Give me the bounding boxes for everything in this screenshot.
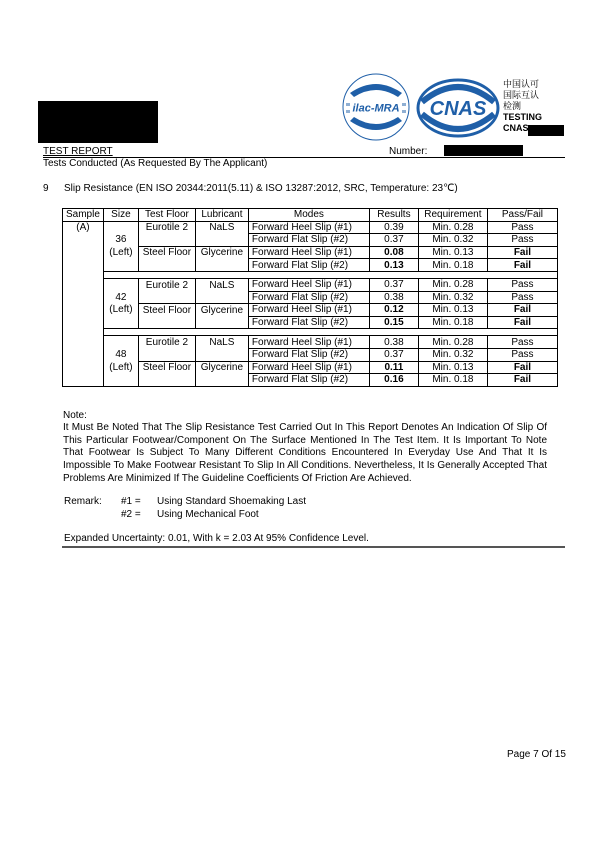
- section-number: 9: [43, 183, 49, 194]
- table-header: Modes: [248, 209, 369, 222]
- lubricant-cell: [195, 348, 248, 361]
- size-cell: 36: [103, 234, 138, 247]
- test-floor-cell: [138, 348, 195, 361]
- sample-cell: [63, 271, 104, 278]
- sample-cell: [63, 278, 104, 291]
- mode-cell: Forward Heel Slip (#1): [248, 221, 369, 234]
- test-floor-cell: [138, 291, 195, 304]
- section-end-rule: [62, 546, 565, 548]
- test-floor-cell: Eurotile 2: [138, 221, 195, 234]
- pass-fail-cell: Pass: [487, 348, 557, 361]
- lubricant-cell: [195, 316, 248, 329]
- table-row: [63, 336, 558, 349]
- result-cell: 0.39: [369, 221, 418, 234]
- requirement-cell: Min. 0.18: [418, 374, 487, 387]
- sample-cell: [63, 329, 104, 336]
- mode-cell: Forward Flat Slip (#2): [248, 348, 369, 361]
- mode-cell: Forward Flat Slip (#2): [248, 316, 369, 329]
- pass-fail-cell: Pass: [487, 291, 557, 304]
- sample-cell: [63, 361, 104, 374]
- table-row: [63, 246, 558, 259]
- pass-fail-cell: Fail: [487, 374, 557, 387]
- redacted-logo-block: [38, 101, 158, 143]
- result-cell: 0.37: [369, 348, 418, 361]
- table-header-row: [63, 209, 558, 222]
- sample-cell: [63, 336, 104, 349]
- sample-cell: [63, 348, 104, 361]
- size-cell: [103, 336, 138, 349]
- pass-fail-cell: Pass: [487, 234, 557, 247]
- remark-key: #2 =: [121, 509, 141, 520]
- table-header: Size: [103, 209, 138, 222]
- pass-fail-cell: Pass: [487, 336, 557, 349]
- mode-cell: Forward Flat Slip (#2): [248, 374, 369, 387]
- size-cell: (Left): [103, 246, 138, 259]
- mode-cell: Forward Heel Slip (#1): [248, 278, 369, 291]
- page-number: Page 7 Of 15: [507, 749, 566, 760]
- result-cell: 0.38: [369, 336, 418, 349]
- test-floor-cell: Steel Floor: [138, 361, 195, 374]
- table-header: Pass/Fail: [487, 209, 557, 222]
- lubricant-cell: NaLS: [195, 221, 248, 234]
- size-cell: (Left): [103, 304, 138, 317]
- lubricant-cell: [195, 374, 248, 387]
- requirement-cell: Min. 0.28: [418, 221, 487, 234]
- remark-key: #1 =: [121, 496, 141, 507]
- cnas-label-line: CNAS: [503, 123, 529, 133]
- result-cell: 0.38: [369, 291, 418, 304]
- group-spacer-row: [63, 271, 558, 278]
- tests-conducted: Tests Conducted (As Requested By The Applicant): [43, 158, 268, 169]
- requirement-cell: Min. 0.18: [418, 259, 487, 272]
- table-row: [63, 278, 558, 291]
- spacer-cell: [103, 271, 557, 278]
- test-floor-cell: [138, 316, 195, 329]
- cnas-label-line: 中国认可: [503, 79, 540, 89]
- table-row: [63, 374, 558, 387]
- size-cell: [103, 316, 138, 329]
- pass-fail-cell: Fail: [487, 246, 557, 259]
- table-row: [63, 316, 558, 329]
- remark-value: Using Standard Shoemaking Last: [157, 496, 306, 507]
- size-cell: [103, 278, 138, 291]
- number-label: Number:: [389, 146, 428, 157]
- requirement-cell: Min. 0.32: [418, 291, 487, 304]
- test-floor-cell: Steel Floor: [138, 304, 195, 317]
- svg-text:CNAS: CNAS: [429, 98, 487, 120]
- table-row: [63, 221, 558, 234]
- mode-cell: Forward Flat Slip (#2): [248, 234, 369, 247]
- group-spacer-row: [63, 329, 558, 336]
- ilac-mra-logo: [342, 73, 410, 141]
- pass-fail-cell: Pass: [487, 221, 557, 234]
- result-cell: 0.11: [369, 361, 418, 374]
- cnas-label: [503, 79, 542, 134]
- requirement-cell: Min. 0.28: [418, 278, 487, 291]
- sample-cell: [63, 234, 104, 247]
- table-header: Results: [369, 209, 418, 222]
- svg-text:ilac-MRA: ilac-MRA: [352, 102, 400, 115]
- note-text: It Must Be Noted That The Slip Resistance Test Carried Out In This Report Denotes An Indication Of Slip Of This Particular Footwear/Component On The Surface Mentioned In The Test Item. It Is Important To Note That Footwear Is Subject To Many Different Conditions Encountered In Everyday Use And That It Is Impossible To Make Footwear Resistant To Slip In All Conditions. Nevertheless, It Is Generally Accepted That Problems Are Minimized If The Guideline Coefficients Of Friction Are Achieved.: [63, 422, 547, 484]
- result-cell: 0.16: [369, 374, 418, 387]
- pass-fail-cell: Pass: [487, 278, 557, 291]
- lubricant-cell: NaLS: [195, 336, 248, 349]
- test-floor-cell: Steel Floor: [138, 246, 195, 259]
- size-cell: 42: [103, 291, 138, 304]
- mode-cell: Forward Heel Slip (#1): [248, 304, 369, 317]
- table-row: [63, 348, 558, 361]
- requirement-cell: Min. 0.32: [418, 348, 487, 361]
- test-floor-cell: Eurotile 2: [138, 336, 195, 349]
- cnas-label-line: 检测: [503, 101, 522, 111]
- table-row: [63, 234, 558, 247]
- section-title: Slip Resistance (EN ISO 20344:2011(5.11) & ISO 13287:2012, SRC, Temperature: 23℃): [64, 183, 458, 194]
- sample-cell: [63, 246, 104, 259]
- cnas-label-line: TESTING: [503, 112, 543, 122]
- table-row: [63, 361, 558, 374]
- result-cell: 0.12: [369, 304, 418, 317]
- table-row: [63, 259, 558, 272]
- table-row: [63, 304, 558, 317]
- cnas-label-line: 国际互认: [503, 90, 540, 100]
- slip-resistance-table: [62, 208, 558, 387]
- test-floor-cell: Eurotile 2: [138, 278, 195, 291]
- cnas-logo: [416, 78, 500, 138]
- sample-cell: [63, 304, 104, 317]
- remark-label: Remark:: [64, 496, 102, 507]
- lubricant-cell: Glycerine: [195, 246, 248, 259]
- result-cell: 0.37: [369, 278, 418, 291]
- sample-cell: [63, 291, 104, 304]
- pass-fail-cell: Fail: [487, 316, 557, 329]
- table-header: Requirement: [418, 209, 487, 222]
- sample-cell: [63, 316, 104, 329]
- report-label: TEST REPORT: [43, 146, 113, 157]
- size-cell: (Left): [103, 361, 138, 374]
- result-cell: 0.37: [369, 234, 418, 247]
- requirement-cell: Min. 0.13: [418, 246, 487, 259]
- result-cell: 0.08: [369, 246, 418, 259]
- redacted-number: [444, 145, 523, 156]
- table-row: [63, 291, 558, 304]
- expanded-uncertainty: Expanded Uncertainty: 0.01, With k = 2.03 At 95% Confidence Level.: [64, 533, 369, 544]
- table-header: Sample: [63, 209, 104, 222]
- lubricant-cell: [195, 259, 248, 272]
- requirement-cell: Min. 0.32: [418, 234, 487, 247]
- lubricant-cell: Glycerine: [195, 304, 248, 317]
- sample-cell: [63, 259, 104, 272]
- lubricant-cell: NaLS: [195, 278, 248, 291]
- sample-cell: (A): [63, 221, 104, 234]
- size-cell: [103, 374, 138, 387]
- mode-cell: Forward Heel Slip (#1): [248, 361, 369, 374]
- requirement-cell: Min. 0.18: [418, 316, 487, 329]
- table-header: Test Floor: [138, 209, 195, 222]
- test-floor-cell: [138, 234, 195, 247]
- table-header: Lubricant: [195, 209, 248, 222]
- spacer-cell: [103, 329, 557, 336]
- mode-cell: Forward Heel Slip (#1): [248, 336, 369, 349]
- test-floor-cell: [138, 374, 195, 387]
- pass-fail-cell: Fail: [487, 361, 557, 374]
- note-label: Note:: [63, 410, 87, 421]
- lubricant-cell: Glycerine: [195, 361, 248, 374]
- sample-cell: [63, 374, 104, 387]
- mode-cell: Forward Flat Slip (#2): [248, 291, 369, 304]
- mode-cell: Forward Flat Slip (#2): [248, 259, 369, 272]
- result-cell: 0.15: [369, 316, 418, 329]
- requirement-cell: Min. 0.13: [418, 304, 487, 317]
- result-cell: 0.13: [369, 259, 418, 272]
- pass-fail-cell: Fail: [487, 259, 557, 272]
- requirement-cell: Min. 0.13: [418, 361, 487, 374]
- size-cell: [103, 259, 138, 272]
- requirement-cell: Min. 0.28: [418, 336, 487, 349]
- test-floor-cell: [138, 259, 195, 272]
- remark-value: Using Mechanical Foot: [157, 509, 259, 520]
- mode-cell: Forward Heel Slip (#1): [248, 246, 369, 259]
- lubricant-cell: [195, 234, 248, 247]
- size-cell: 48: [103, 348, 138, 361]
- pass-fail-cell: Fail: [487, 304, 557, 317]
- size-cell: [103, 221, 138, 234]
- lubricant-cell: [195, 291, 248, 304]
